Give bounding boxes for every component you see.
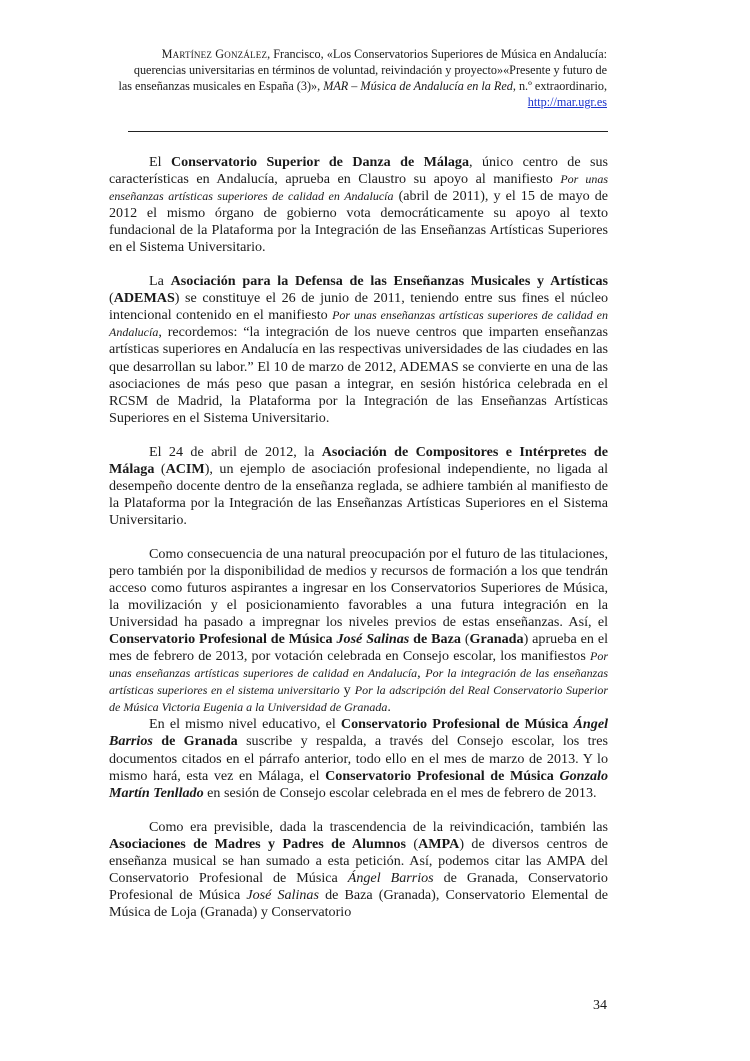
bold-text: Granada [469, 631, 524, 648]
bold-text: Conservatorio Profesional de Música [340, 716, 574, 733]
text: El [149, 154, 171, 170]
bold-italic-text: José Salinas [336, 631, 410, 648]
paragraph-6 [109, 819, 608, 921]
paragraph-4 [109, 546, 608, 716]
bold-text: Asociaciones de Madres y Padres de Alumnos [109, 835, 406, 852]
bold-text: Conservatorio Profesional de Música [325, 767, 560, 784]
header-url-link[interactable]: http://mar.ugr.es [527, 95, 607, 109]
header-line3b: , n.º extraordinario, [512, 79, 607, 93]
bold-text: Asociación de Compositores e Intérpretes de Málaga [109, 443, 608, 477]
bold-text: de Granada [152, 733, 238, 750]
paragraph-1 [109, 154, 608, 256]
text: En el mismo nivel educativo, el [149, 716, 341, 733]
text: suscribe y respalda, a través del Consejo escolar, los tres documentos citados en el párrafo anterior, todo ello en el mes de marzo de 2013. Y lo mismo hará, esta vez en Málaga, el [109, 733, 608, 784]
bold-text: Conservatorio Superior de Danza de Málaga [170, 154, 470, 170]
text: y [339, 682, 355, 699]
text: , recordemos: “la integración de los nueve centros que imparten enseñanzas artísticas superiores en Andalucía en las respectivas universidades de las ciudades en las que desarrollan su labor.” El 10 de marzo de 2012, ADEMAS se convierte en una de las asociaciones de más peso que pasan a integrar, en sesión histórica celebrada en el RCSM de Madrid, la Plataforma por la Integración de las Enseñanzas Artísticas Superiores en el Sistema Universitario. [109, 324, 608, 426]
text: La [149, 273, 171, 290]
bold-italic-text: Ángel Barrios [109, 716, 608, 750]
text: , único centro de sus características en Andalucía, aprueba en Claustro su apoyo al manifiesto [109, 154, 608, 188]
text: ) de diversos centros de enseñanza musical se han sumado a esta petición. Así, podemos citar las AMPA del Conservatorio Profesional de Música [109, 835, 608, 886]
italic-title: Por unas enseñanzas artísticas superiores de calidad en Andalucía [109, 308, 608, 340]
bold-text: de Baza [409, 631, 461, 648]
running-header [107, 46, 607, 110]
text: ( [405, 835, 419, 852]
text: . [387, 699, 391, 716]
italic-text: Ángel Barrios [347, 869, 434, 886]
header-line2: querencias universitarias en términos de voluntad, reivindación y proyecto»«Presente y futuro de [133, 63, 607, 77]
text: (abril de 2011), y el 15 de mayo de 2012 el mismo órgano de gobierno vota democráticamente su apoyo al texto fundacional de la Plataforma por la Integración de las Enseñanzas Artísticas Superiores en el Sistema Universitario. [109, 188, 608, 256]
text: ( [154, 460, 166, 477]
body-text [109, 154, 608, 938]
header-line3a: las enseñanzas musicales en España (3)», [118, 79, 324, 93]
header-journal: MAR – Música de Andalucía en la Red [323, 79, 513, 93]
bold-italic-text: Gonzalo Martín Tenllado [109, 767, 608, 801]
bold-text: Asociación para la Defensa de las Enseñanzas Musicales y Artísticas [170, 273, 608, 290]
italic-title: Por unas enseñanzas artísticas superiores de calidad en Andalucía [109, 172, 608, 204]
text: ), un ejemplo de asociación profesional independiente, no ligada al desempeño docente dentro de la enseñanza reglada, se adhiere también al manifiesto de la Plataforma por la Integración de las Enseñanzas Artísticas Superiores en el Sistema Universitario. [109, 460, 608, 528]
bold-text: AMPA [418, 835, 460, 852]
header-divider [128, 131, 608, 132]
bold-text: ADEMAS [113, 290, 175, 307]
paragraph-5 [109, 716, 608, 801]
text: ( [109, 290, 114, 307]
text: , [417, 665, 426, 682]
italic-title: Por la adscripción del Real Conservatorio Superior de Música Victoria Eugenia a la Universidad de Granada [109, 683, 609, 715]
text: ( [460, 631, 470, 648]
text: ) se constituye el 26 de junio de 2011, teniendo entre sus fines el núcleo intencional contenido en el manifiesto [109, 290, 608, 324]
text: de Baza (Granada), Conservatorio Elemental de Música de Loja (Granada) y Conservatorio [109, 886, 608, 920]
paragraph-2 [109, 273, 608, 426]
bold-text: ACIM [165, 460, 205, 477]
text: Como era previsible, dada la trascendencia de la reivindicación, también las [149, 818, 608, 835]
text: de Granada, Conservatorio Profesional de Música [109, 869, 608, 903]
italic-title: Por la integración de las enseñanzas artísticas superiores en el sistema universitario [109, 666, 609, 698]
header-line1: , Francisco, «Los Conservatorios Superiores de Música en Andalucía: [267, 47, 607, 61]
text: ) aprueba en el mes de febrero de 2013, por votación celebrada en Consejo escolar, los manifiestos [109, 631, 609, 665]
bold-text: Conservatorio Profesional de Música [109, 631, 337, 648]
paragraph-3 [109, 444, 608, 529]
text: en sesión de Consejo escolar celebrada en el mes de febrero de 2013. [203, 784, 597, 801]
text: El 24 de abril de 2012, la [149, 443, 322, 460]
italic-title: Por unas enseñanzas artísticas superiores de calidad en Andalucía [109, 649, 608, 681]
italic-text: José Salinas [246, 886, 319, 903]
page-number: 34 [593, 998, 607, 1013]
text: Como consecuencia de una natural preocupación por el futuro de las titulaciones, pero también por la disponibilidad de medios y recursos de formación a los que tendrán acceso como futuros aspirantes a ingresar en los Conservatorios Superiores de Música, la movilización y el posicionamiento favorables a una futura integración en la Universidad ha pasado a impregnar los niveles previos de estas enseñanzas. Así, el [109, 545, 608, 631]
header-author: Martínez González [161, 47, 268, 61]
